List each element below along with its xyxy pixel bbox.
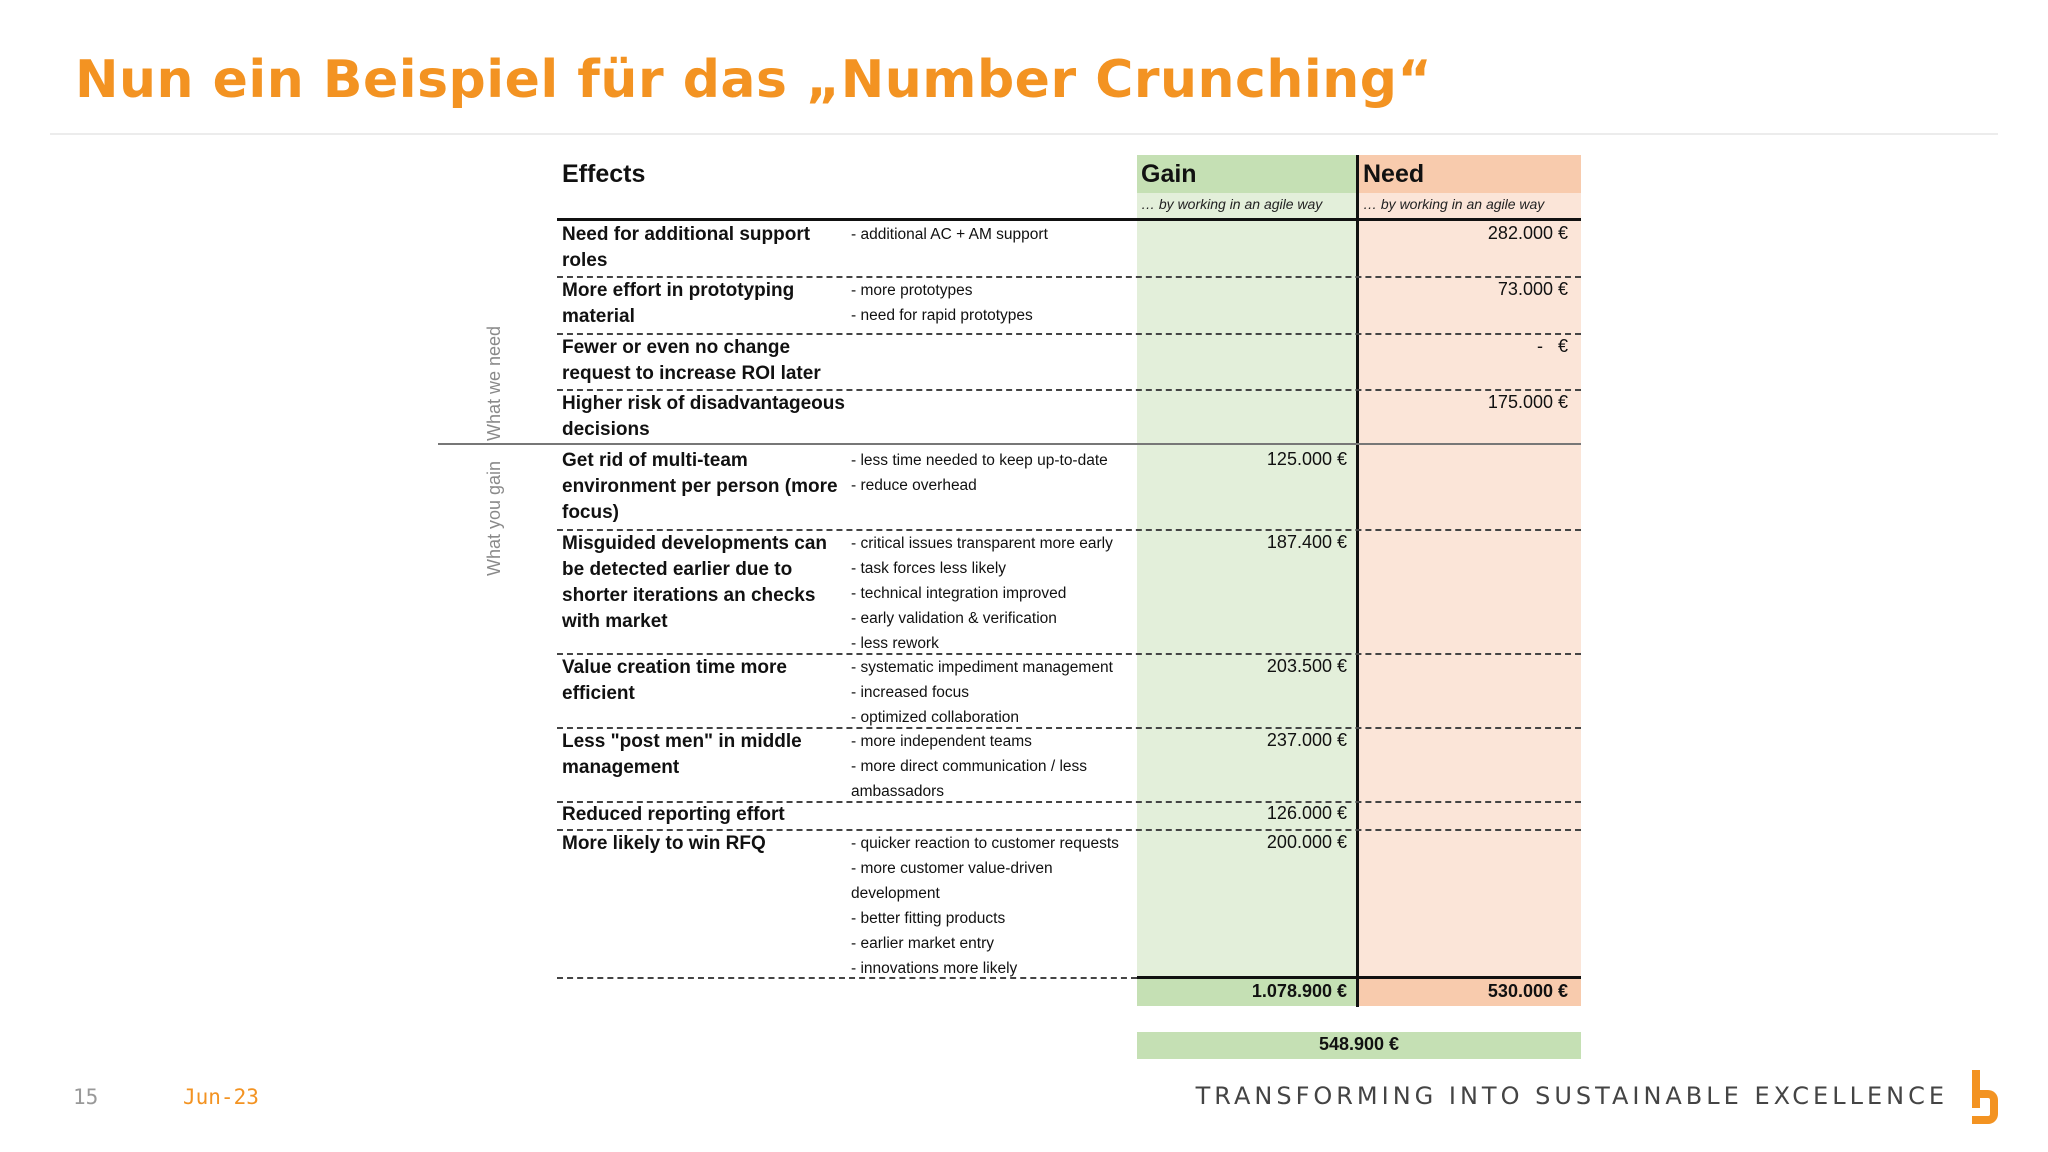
detail-item: - early validation & verification — [851, 610, 1057, 627]
detail-item: - need for rapid prototypes — [851, 307, 1033, 324]
gain-value: 203.500 € — [1266, 656, 1347, 676]
effect-details — [851, 278, 1131, 328]
effect-details — [851, 831, 1131, 981]
effect-label: Reduced reporting effort — [562, 804, 785, 825]
need-value: 73.000 € — [1497, 279, 1568, 299]
need-value: 282.000 € — [1487, 223, 1568, 243]
detail-item: - technical integration improved — [851, 585, 1067, 602]
title-divider — [50, 133, 1998, 135]
footer-date: Jun-23 — [183, 1085, 259, 1109]
effect-details — [851, 222, 1131, 247]
detail-item: - more direct communication / less — [851, 758, 1088, 775]
what-you-gain-label: What you gain — [484, 460, 504, 576]
column-divider — [1356, 155, 1359, 1007]
header-rule — [557, 218, 1581, 221]
detail-item: - reduce overhead — [851, 477, 977, 494]
totals-rule — [1137, 976, 1581, 979]
gain-value: 200.000 € — [1266, 832, 1347, 852]
detail-item: - less rework — [851, 635, 939, 652]
gain-column-bg — [1137, 193, 1357, 977]
section-divider — [438, 443, 1581, 445]
detail-item: - optimized collaboration — [851, 709, 1020, 726]
detail-item: - critical issues transparent more early — [851, 535, 1113, 552]
detail-item: development — [851, 885, 940, 902]
gain-value: 125.000 € — [1266, 449, 1347, 469]
brand-logo-icon — [1968, 1068, 2000, 1128]
detail-item: - more prototypes — [851, 282, 973, 299]
effect-label: Value creation time more efficient — [562, 657, 787, 704]
need-subheader: … by working in an agile way — [1363, 196, 1545, 212]
effect-details — [851, 655, 1131, 730]
what-we-need-label: What we need — [484, 325, 504, 441]
detail-item: - earlier market entry — [851, 935, 994, 952]
detail-item: - more customer value-driven — [851, 860, 1053, 877]
effect-details — [851, 448, 1131, 498]
detail-item: - innovations more likely — [851, 960, 1018, 977]
effect-label: Fewer or even no change request to increase ROI later — [562, 337, 821, 384]
gain-header: Gain — [1141, 160, 1197, 188]
need-header: Need — [1363, 160, 1425, 188]
total-need-value: 530.000 € — [1487, 981, 1568, 1001]
need-value: - € — [1536, 336, 1568, 356]
effect-details — [851, 531, 1131, 656]
total-gain-value: 1.078.900 € — [1251, 981, 1347, 1001]
gain-subheader: … by working in an agile way — [1141, 196, 1323, 212]
gain-value: 126.000 € — [1266, 803, 1347, 823]
detail-item: - task forces less likely — [851, 560, 1007, 577]
detail-item: - systematic impediment management — [851, 659, 1113, 676]
page-number: 15 — [73, 1085, 99, 1109]
detail-item: - less time needed to keep up-to-date — [851, 452, 1108, 469]
detail-item: - quicker reaction to customer requests — [851, 835, 1119, 852]
detail-item: - better fitting products — [851, 910, 1006, 927]
effect-label: Need for additional support roles — [562, 224, 811, 271]
effect-label: More likely to win RFQ — [562, 833, 766, 854]
net-value: 548.900 € — [1318, 1034, 1400, 1054]
gain-value: 187.400 € — [1266, 532, 1347, 552]
effect-label: Higher risk of disadvantageous decisions — [562, 393, 845, 440]
need-column-bg — [1359, 193, 1581, 977]
detail-item: ambassadors — [851, 783, 945, 800]
footer-tagline: TRANSFORMING INTO SUSTAINABLE EXCELLENCE — [1195, 1082, 1948, 1110]
effect-details — [851, 729, 1131, 804]
effect-label: More effort in prototyping material — [562, 280, 795, 327]
gain-value: 237.000 € — [1266, 730, 1347, 750]
effect-label: Less "post men" in middle management — [562, 731, 802, 778]
detail-item: - additional AC + AM support — [851, 226, 1048, 243]
detail-item: - increased focus — [851, 684, 970, 701]
effect-label: Get rid of multi-team environment per person (more focus) — [562, 450, 838, 523]
effect-label: Misguided developments can be detected earlier due to shorter iterations an checks with market — [562, 533, 827, 632]
need-value: 175.000 € — [1487, 392, 1568, 412]
detail-item: - more independent teams — [851, 733, 1032, 750]
page-title: Nun ein Beispiel für das „Number Crunching“ — [75, 50, 1433, 110]
effects-header: Effects — [562, 160, 646, 188]
